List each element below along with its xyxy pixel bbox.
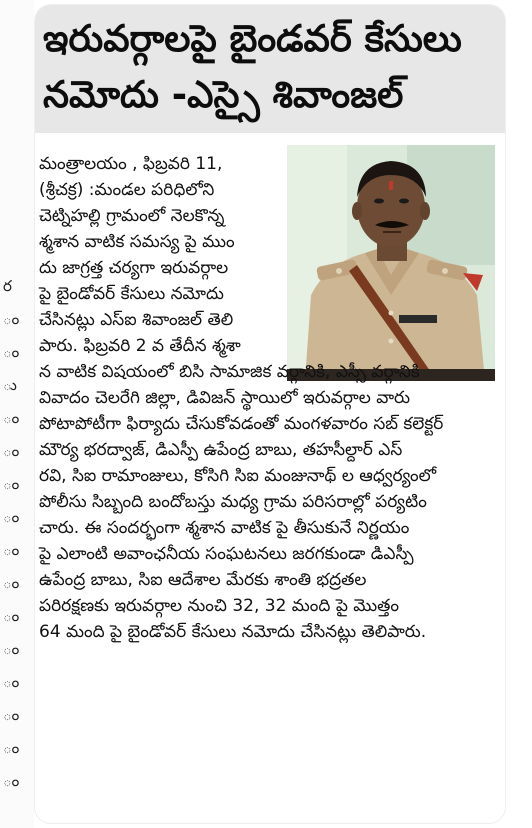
article-line: ఉపేంద్ర బాబు, సిఐ ఆదేశాల మేరకు శాంతి భద్రతల [39,570,367,590]
article-line: పారు. ఫిబ్రవరి 2 వ తేదీన శ్మశా [39,336,241,356]
headline-line-2: నమోదు -ఎస్సై శివాంజల్ [43,73,404,116]
strip-glyph: ు [3,377,17,393]
article-line: పోలీసు సిబ్బంది బందోబస్తు మధ్య గ్రామ పరిసరాల్లో పర్యటిం [39,492,427,512]
strip-glyph: ం [3,476,20,492]
officer-photo [287,145,495,381]
strip-glyph: ం [3,410,20,426]
strip-glyph: ం [3,641,20,657]
news-clipping [35,5,505,823]
strip-glyph: ం [3,575,20,591]
headline-block [35,5,505,133]
article-line: చెట్నిహల్లి గ్రామంలో నెలకొన్న [39,206,225,226]
article-line: చేసినట్లు ఎస్ఐ శివాంజల్ తెలి [39,310,234,330]
article-line: పరిరక్షణకు ఇరువర్గాల నుంచి 32, 32 మంది పై మొత్తం [39,596,400,616]
article-line: పోటాపోటీగా ఫిర్యాదు చేసుకోవడంతో మంగళవారం సబ్ కలెక్టర్ [39,414,444,434]
article-line: పై బైండోవర్ కేసులు నమోదు [39,284,224,304]
officer-portrait-image [287,145,495,381]
article-line: న వాటిక విషయంలో బిసి సామాజిక వర్గానికి, ఎస్సీ వర్గానికి [39,362,420,382]
article-line: పై ఎలాంటి అవాంఛనీయ సంఘటనలు జరగకుండా డిఎస్పీ [39,544,414,564]
article-line: వివాదం చెలరేగి జిల్లా, డివిజన్ స్థాయిలో ఇరువర్గాల వారు [39,388,410,408]
strip-glyph: ం [3,542,20,558]
strip-glyph: ర [3,278,12,294]
strip-glyph: ం [3,707,20,723]
article-line: రవి, సిఐ రామాంజులు, కోసిగి సిఐ మంజునాథ్ ల ఆధ్వర్యంలో [39,466,437,486]
strip-glyph: ం [3,443,20,459]
article-line: శ్మశాన వాటిక సమస్య పై ముం [39,232,235,252]
article-line: మౌర్య భరద్వాజ్, డిఎస్పీ ఉపేంద్ర బాబు, తహసీల్దార్ ఎస్ [39,440,403,460]
article-line: 64 మంది పై బైండోవర్ కేసులు నమోదు చేసినట్లు తెలిపారు. [39,622,427,642]
article-body [35,133,505,823]
strip-glyph: ం [3,674,20,690]
strip-glyph: ం [3,509,20,525]
article-line: దు జాగ్రత్త చర్యగా ఇరువర్గాల [39,258,229,278]
headline-line-1: ఇరువర్గాలపై బైండవర్ కేసులు [43,17,462,60]
strip-glyph: ం [3,773,20,789]
article-line: (శ్రీచక్ర) :మండల పరిధిలోని [39,180,215,200]
strip-glyph: ం [3,740,20,756]
article-line: చారు. ఈ సందర్భంగా శ్మశాన వాటిక పై తీసుకునే నిర్ణయం [39,518,410,538]
strip-glyph: ం [3,608,20,624]
strip-glyph: ం [3,344,20,360]
adjacent-column-strip [0,0,34,828]
article-line: మంత్రాలయం , ఫిబ్రవరి 11, [39,154,223,174]
strip-glyph: ం [3,311,20,327]
